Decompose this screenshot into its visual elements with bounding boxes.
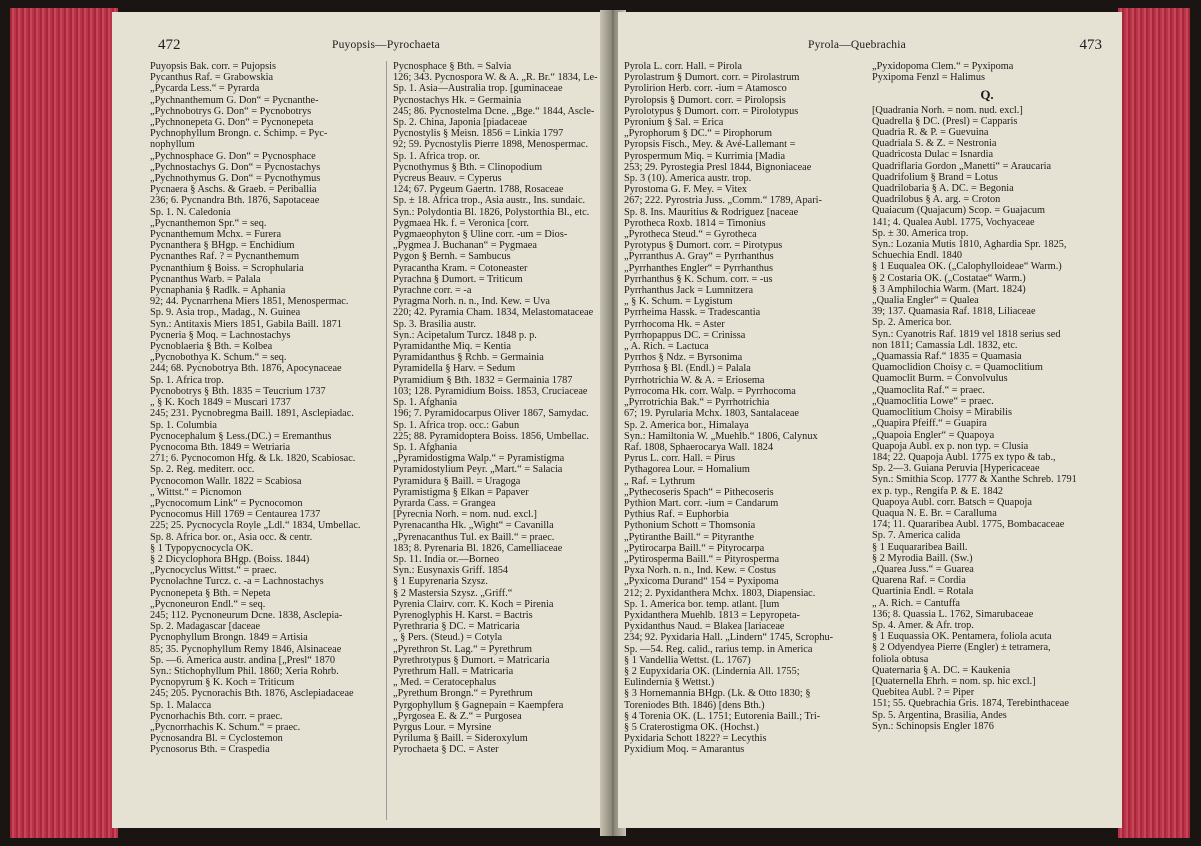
entry-line: Quadria R. & P. = Guevuina [872,127,989,139]
entry-line: „Pycnocyclus Wittst.“ = praec. [150,565,277,577]
entry-line: Pycnostylis § Meisn. 1856 = Linkia 1797 [393,128,564,140]
entry-line: 271; 6. Pycnocomon Hfg. & Lk. 1820, Scabiosac. [150,453,356,465]
entry-line: Pycreus Beauv. = Cyperus [393,173,502,185]
entry-line: Syn.: Lozania Mutis 1810, Aghardia Spr. 1825, [872,239,1067,251]
entry-line: 234; 92. Pyxidaria Hall. „Lindern“ 1745, Scrophu- [624,632,834,644]
entry-line: „Pygmea J. Buchanan“ = Pygmaea [393,240,537,252]
entry-line: „ § Pers. (Steud.) = Cotyla [393,632,503,644]
entry-line: Pyrgophyllum § Gagnepain = Kaempfera [393,699,564,711]
entry-line: Toreniodes Bth. 1846) [dens Bth.) [624,699,765,711]
entry-line: Sp. 1. Columbia [150,419,217,431]
entry-line: Pyramidanthus § Rchb. = Germainia [393,352,544,364]
entry-line: Pycanthus Raf. = Grabowskia [150,72,274,84]
right-column [872,61,1102,820]
entry-line: Quamoclitium Choisy = Mirabilis [872,407,1012,419]
entry-line: Syn.: Stichophyllum Phil. 1860; Xeria Rohrb. [150,665,339,677]
entry-line: „ Wittst.“ = Picnomon [150,486,242,498]
entry-line: „Pyrotheca Steud.“ = Gyrotheca [624,229,757,241]
entry-line: „Pychnostachys G. Don“ = Pycnostachys [150,161,321,173]
entry-line: Sp. 1. Africa trop. [150,374,224,386]
entry-line: Pyramistigma § Elkan = Papaver [393,486,529,498]
entry-line: 151; 55. Quebrachia Gris. 1874, Terebinthaceae [872,698,1069,710]
entry-line: non 1811; Camassia Ldl. 1832, etc. [872,339,1018,351]
entry-line: Pycnanthium § Boiss. = Scrophularia [150,262,304,274]
entry-line: Pyxipoma Fenzl = Halimus [872,72,986,84]
entry-line: „Pyrgosea E. & Z.“ = Purgosea [393,710,522,722]
entry-line: Syn.: Cyanotris Raf. 1819 vel 1818 serius sed [872,328,1061,340]
entry-line: „Quamoclitia Lowe“ = praec. [872,395,994,407]
entry-line: Sp. 4. Amer. & Afr. trop. [872,619,974,631]
running-head: Puyopsis—Pyrochaeta [332,39,440,51]
column-top-entries [872,61,1102,83]
entry-line: Pyramidura § Baill. = Uragoga [393,475,521,487]
entry-line: Pyrachne corr. = -a [393,285,472,297]
entry-line: Quadriala S. & Z. = Nestronia [872,138,997,150]
entry-line: Sp. 5. Argentina, Brasilia, Andes [872,709,1007,721]
entry-line: Pyrolirion Herb. corr. -ium = Atamosco [624,83,787,95]
entry-line: § 1 Euquassia OK. Pentamera, foliola acuta [872,631,1052,643]
entry-line: Pycnanthus Warb. = Palala [150,273,261,285]
entry-line: 92; 44. Pycnarrhena Miers 1851, Menospermac. [150,296,349,308]
entry-line: Pyrgus Lour. = Myrsine [393,721,492,733]
entry-line: „Quamoclita Raf.“ = praec. [872,384,986,396]
entry-line: „Pycnorrhachis K. Schum.“ = praec. [150,721,301,733]
entry-line: Sp. 1. Asia—Australia trop. [guminaceae [393,83,563,95]
entry-line: Pyrotheca Roxb. 1814 = Timonius [624,217,766,229]
entry-line: Pyrethrotypus § Dumort. = Matricaria [393,654,550,666]
entry-line: „Pycnanthemon Spr.“ = seq. [150,217,267,229]
entry-line: nophyllum [150,139,195,151]
entry-line: Pyrospermum Miq. = Kurrimia [Madia [624,150,786,162]
entry-line: § 1 Typopycnocycla OK. [150,542,254,554]
entry-line: „Quapira Pfeiff.“ = Guapira [872,418,987,430]
entry-line: Pyrochaeta § DC. = Aster [393,744,499,756]
entry-line: „Pyrethron St. Lag.“ = Pyrethrum [393,643,533,655]
entry-line: Syn.: Eusynaxis Griff. 1854 [393,565,509,577]
entry-line: 183; 8. Pyrenaria Bl. 1826, Camelliaceae [393,542,563,554]
entry-line: Pyxidanthera Muehlb. 1813 = Lepyropeta- [624,609,800,621]
entry-line: Sp. 1. N. Caledonia [150,206,231,218]
entry-line: § 2 Myrodia Baill. (Sw.) [872,552,973,564]
entry-line: Pyrachna § Dumort. = Triticum [393,273,523,285]
entry-line: 245; 86. Pycnostelma Dcne. „Bge.“ 1844, Ascle- [393,105,595,117]
entry-line: „Pyrrhanthes Engler“ = Pyrrhanthus [624,262,774,274]
entry-line: Quamoclidion Choisy c. = Quamoclitium [872,362,1043,374]
entry-line: 67; 19. Pyrularia Mchx. 1803, Santalaceae [624,408,799,420]
entry-line: Sp. 8. Ins. Mauritius & Rodriguez [naceae [624,206,799,218]
entry-line: § 2 Dicyclophora BHgp. (Boiss. 1844) [150,553,310,565]
entry-line: 136; 8. Quassia L. 1762, Simarubaceae [872,608,1034,620]
entry-line: Sp. ± 18. Africa trop., Asia austr., Ins. sundaic. [393,195,586,207]
entry-line: „Pycnocomum Link“ = Pycnocomon [150,497,303,509]
entry-line: Pyrrhanthus Jack = Lumnitzera [624,285,754,297]
entry-line: „Pytirocarpa Baill.“ = Pityrocarpa [624,542,765,554]
entry-line: „Qualia Engler“ = Qualea [872,295,979,307]
entry-line: Syn.: Polydontia Bl. 1826, Polystorthia Bl., etc. [393,206,590,218]
entry-line: Pythion Mart. corr. -ium = Candarum [624,497,779,509]
entry-line: Quaiacum (Quajacum) Scop. = Guajacum [872,205,1046,217]
entry-line: Pycnobotrys § Bth. 1835 = Teucrium 1737 [150,385,326,397]
right-page-edges [1118,8,1190,838]
entry-line: 174; 11. Quararibea Aubl. 1775, Bombacaceae [872,519,1065,531]
entry-line: 141; 4. Qualea Aubl. 1775, Vochyaceae [872,216,1035,228]
entry-line: Pycnocoma Bth. 1849 = Wetriaria [150,441,291,453]
entry-line: Pycnanthes Raf. ? = Pycnanthemum [150,251,300,263]
entry-line: Sp. 2. America bor., Himalaya [624,419,749,431]
entry-line: „Pyrophorum § DC.“ = Pirophorum [624,128,772,140]
entry-line: Pycnaera § Aschs. & Graeb. = Periballia [150,184,317,196]
entry-line: Pyropsis Fisch., Mey. & Avé-Lallemant = [624,139,796,151]
entry-line: Sp. 1. Afghania [393,441,458,453]
entry-line: Pycnopyrum § K. Koch = Triticum [150,677,295,689]
entry-line: Pyrrhos § Ndz. = Byrsonima [624,352,743,364]
entry-line: Pyrrocoma Hk. corr. Walp. = Pyrrhocoma [624,385,796,397]
entry-line: Syn.: Hamiltonia W. „Muehlb.“ 1806, Calynux [624,430,818,442]
page-number: 473 [1079,37,1102,53]
entry-line: „Pyrranthus A. Gray“ = Pyrrhanthus [624,251,774,263]
entry-line: Pyrolopsis § Dumort. corr. = Pirolopsis [624,94,786,106]
entry-line: Pyxidium Moq. = Amarantus [624,744,745,756]
entry-line: „Quamassia Raf.“ 1835 = Quamasia [872,351,1022,363]
entry-line: Pycnothymus § Bth. = Clinopodium [393,161,543,173]
entry-line: Pyrenoglyphis H. Karst. = Bactris [393,609,533,621]
entry-line: Quadrilobaria § A. DC. = Begonia [872,183,1014,195]
entry-line: 124; 67. Pygeum Gaertn. 1788, Rosaceae [393,184,564,196]
entry-line: Pythagorea Lour. = Homalium [624,464,750,476]
entry-line: Sp. 8. Africa bor. or., Asia occ. & centr. [150,531,313,543]
entry-line: Pycnaphania § Radlk. = Aphania [150,285,286,297]
entry-line: Eulindernia § Wettst.) [624,677,715,689]
entry-line: Pyrola L. corr. Hall. = Pirola [624,61,742,72]
entry-line: foliola obtusa [872,653,929,665]
entry-line: „Pychnothymus G. Don“ = Pycnothymus [150,173,321,185]
entry-line: Quartinia Endl. = Rotala [872,586,974,598]
entry-line: Pycnosandra Bl. = Cyclostemon [150,733,283,745]
entry-line: Pyrrhosa § Bl. (Endl.) = Palala [624,363,751,375]
entry-line: 103; 128. Pyramidium Boiss. 1853, Cruciaceae [393,385,588,397]
entry-line: Pyronium § Sal. = Erica [624,117,724,129]
entry-line: „ Raf. = Lythrum [624,475,696,487]
page-number: 472 [158,37,181,53]
entry-line: Pychnophyllum Brongn. c. Schimp. = Pyc- [150,128,328,140]
entry-line: „Pychnosphace G. Don“ = Pycnosphace [150,150,316,162]
left-column [624,61,854,820]
entry-line: Pyrrhotrichia W. & A. = Eriosema [624,374,765,386]
entry-line: „Pycarda Less.“ = Pyrarda [150,83,260,95]
entry-line: Sp. 2. America bor. [872,317,952,329]
entry-line: „Pytirosperma Baill.“ = Pityrosperma [624,553,780,565]
entry-line: Quadriflaria Gordon „Manetti“ = Araucaria [872,160,1052,172]
entry-line: „ § K. Schum. = Lygistum [624,296,733,308]
entry-line: Sp. 2. Reg. mediterr. occ. [150,464,255,476]
entry-line: „Pyramidostigma Walp.“ = Pyramistigma [393,453,565,465]
entry-line: 196; 7. Pyramidocarpus Oliver 1867, Samydac. [393,408,589,420]
entry-line: § 2 Odyendyea Pierre (Engler) ± tetramera, [872,642,1051,654]
entry-line: Sp. 1. Malacca [150,699,212,711]
entry-line: Sp. 3. Brasilia austr. [393,318,476,330]
entry-line: Pyragma Norh. n. n., Ind. Kew. = Uva [393,296,550,308]
entry-line: Raf. 1808, Sphaerocarya Wall. 1824 [624,441,774,453]
entry-line: Sp. 11. India or.—Borneo [393,553,500,565]
entry-line: Pycnocomus Hill 1769 = Centaurea 1737 [150,509,321,521]
entry-line: Quamoclit Burm. = Convolvulus [872,373,1008,385]
entry-line: Quadrilobus § A. arg. = Croton [872,194,1001,206]
entry-line: § 5 Craterostigma OK. (Hochst.) [624,721,759,733]
entry-line: Pyrethrum Hall. = Matricaria [393,665,514,677]
entry-line: Pyramidostylium Peyr. „Mart.“ = Salacia [393,464,563,476]
entry-line: Pycnophyllum Brongn. 1849 = Artisia [150,632,308,644]
entry-line: Quadrifolium § Brand = Lotus [872,171,998,183]
entry-line: Pyxidanthus Naud. = Blakea [lariaceae [624,621,785,633]
entry-line: § 2 Eupyxidaria OK. (Lindernia All. 1755; [624,665,800,677]
entry-line: Pygmaeophyton § Uline corr. -um = Dios- [393,229,568,241]
entry-line: „Pyxidopoma Clem.“ = Pyxipoma [872,61,1014,72]
entry-line: § 3 Hornemannia BHgp. (Lk. & Otto 1830; § [624,688,811,700]
entry-line: Pycnocomon Wallr. 1822 = Scabiosa [150,475,302,487]
entry-line: Schuechia Endl. 1840 [872,250,963,262]
entry-line: „Pytiranthe Baill.“ = Pityranthe [624,531,754,543]
entry-line: [Pyrecnia Norh. = nom. nud. excl.] [393,509,537,521]
entry-line: Quadricosta Dulac = Isnardia [872,149,994,161]
entry-line: [Quaternella Ehrh. = nom. sp. hic excl.] [872,675,1036,687]
entry-line: 184; 22. Quapoja Aubl. 1775 ex typo & tab., [872,451,1056,463]
entry-line: Pyrrhopappus DC. = Crinissa [624,329,746,341]
entry-line: Pyrotypus § Dumort. corr. = Pirotypus [624,240,783,252]
entry-line: Pyrolastrum § Dumort. corr. = Pirolastrum [624,72,800,84]
entry-line: Pyxa Norh. n. n., Ind. Kew. = Costus [624,565,776,577]
entry-line: 244; 68. Pycnobotrya Bth. 1876, Apocynaceae [150,363,342,375]
entry-line: Quapoya Aubl. corr. Batsch = Quapoja [872,496,1032,508]
entry-line: Pyramidium § Bth. 1832 = Germainia 1787 [393,374,573,386]
entry-line: § 3 Amphilochia Warm. (Mart. 1824) [872,283,1026,295]
entry-line: Syn.: Antitaxis Miers 1851, Gabila Baill. 1871 [150,318,342,330]
entry-line: Pyramidella § Harv. = Sedum [393,363,516,375]
entry-line: 267; 222. Pyrostria Juss. „Comm.“ 1789, Apari- [624,195,822,207]
entry-line: Pycnosphace § Bth. = Salvia [393,61,512,72]
entry-line: Pycnoblaeria § Bth. = Kolbea [150,341,273,353]
entry-line: Pyrenacantha Hk. „Wight“ = Cavanilla [393,520,554,532]
entry-line: § 1 Euquararibea Baill. [872,541,968,553]
entry-line: Pycnosorus Bth. = Craspedia [150,744,270,756]
entry-line: Sp. 2—3. Guiana Peruvia [Hypericaceae [872,463,1040,475]
section-letter: Q. [980,87,994,103]
entry-line: „Pyxicoma Durand“ 154 = Pyxipoma [624,576,779,588]
left-page [112,12,608,828]
entry-line: „Pyrethum Brongn.“ = Pyrethrum [393,688,533,700]
entry-line: Pyrus L. corr. Hall. = Pirus [624,453,736,465]
entry-line: Sp. 2. Madagascar [daceae [150,621,261,633]
entry-line: 236; 6. Pycnandra Bth. 1876, Sapotaceae [150,195,320,207]
entry-line: 253; 29. Pyrostegia Presl 1844, Bignoniaceae [624,161,812,173]
entry-line: Sp. 1. America bor. temp. atlant. [lum [624,598,780,610]
entry-line: „Pyrenacanthus Tul. ex Baill.“ = praec. [393,531,555,543]
entry-line: „Pychnonepeta G. Don“ = Pycnonepeta [150,117,314,129]
entry-line: ex p. typ., Rengifa P. & E. 1842 [872,485,1003,497]
entry-line: 92; 59. Pycnostylis Pierre 1898, Menospermac. [393,139,589,151]
entry-line: Pygon § Bernh. = Sambucus [393,251,511,263]
entry-line: „ Med. = Ceratocephalus [393,677,497,689]
entry-line: 225; 25. Pycnocycla Royle „Ldl.“ 1834, Umbellac. [150,520,361,532]
entry-line: 225; 88. Pyramidoptera Boiss. 1856, Umbellac. [393,430,589,442]
entry-line: 39; 137. Quamasia Raf. 1818, Liliaceae [872,306,1036,318]
entry-line: 245; 112. Pycnoneurum Dcne. 1838, Asclepia- [150,609,343,621]
entry-line: Pyrolotypus § Dumort. corr. = Pirolotypus [624,105,799,117]
entry-line: § 1 Euqualea OK. („Calophylloideae“ Warm.) [872,261,1062,273]
entry-line: Pycnolachne Turcz. c. -a = Lachnostachys [150,576,324,588]
entry-line: Pycnanthera § BHgp. = Enchidium [150,240,295,252]
entry-line: Quadrella § DC. (Presl) = Capparis [872,115,1018,127]
entry-line: 212; 2. Pyxidanthera Mchx. 1803, Diapensiac. [624,587,816,599]
entry-line: „Quarea Juss.“ = Guarea [872,563,974,575]
entry-line: Pycnostachys Hk. = Germainia [393,94,522,106]
entry-line: Pycnorhachis Bth. corr. = praec. [150,710,283,722]
entry-line: Sp. 1. Africa trop. or. [393,150,480,162]
entry-line: Pyracantha Kram. = Cotoneaster [393,262,528,274]
entry-line: Pyramidanthe Miq. = Kentia [393,341,511,353]
entry-line: Sp. 7. America calida [872,530,961,542]
entry-line: Syn.: Smithia Scop. 1777 & Xanthe Schreb. 1791 [872,474,1077,486]
entry-line: Pyrarda Cass. = Grangea [393,497,496,509]
entry-line: „Pyrrotrichia Bak.“ = Pyrrhotrichia [624,397,770,409]
left-page-edges [10,8,118,838]
entry-line: Puyopsis Bak. corr. = Pujopsis [150,61,276,72]
entry-line: Pycnanthemum Mchx. = Furera [150,229,282,241]
entry-line: § 1 Vandellia Wettst. (L. 1767) [624,654,751,666]
entry-line: Pyrrheima Hassk. = Tradescantia [624,307,761,319]
entry-line: § 4 Torenia OK. (L. 1751; Eutorenia Baill.; Tri- [624,710,821,722]
entry-line: „Pythecoseris Spach“ = Pithecoseris [624,486,774,498]
entry-line: Sp. 1. Africa trop. occ.: Gabun [393,419,520,431]
entry-line: Pyriluma § Baill. = Sideroxylum [393,733,528,745]
entry-line: „Pychnobotrys G. Don“ = Pycnobotrys [150,105,312,117]
entry-line: Pyrenia Clairv. corr. K. Koch = Pirenia [393,598,554,610]
left-column [150,61,376,820]
entry-line: Quaqua N. E. Br. = Caralluma [872,507,997,519]
entry-line: § 2 Costaria OK. („Costatae“ Warm.) [872,272,1026,284]
entry-line: Pythius Raf. = Euphorbia [624,509,729,521]
entry-line: Pycneria § Moq. = Lachnostachys [150,329,291,341]
entry-line: Sp. ± 30. America trop. [872,227,969,239]
entry-line: Pyrrhocoma Hk. = Aster [624,318,725,330]
entry-line: 245; 231. Pycnobregma Baill. 1891, Asclepiadac. [150,408,354,420]
entry-line: Pyrostoma G. F. Mey. = Vitex [624,184,748,196]
entry-line: Pycnocephalum § Less.(DC.) = Eremanthus [150,430,332,442]
entry-line: 220; 42. Pyramia Cham. 1834, Melastomataceae [393,307,594,319]
entry-line: 85; 35. Pycnophyllum Remy 1846, Alsinaceae [150,643,342,655]
entry-line: Pyrethraria § DC. = Matricaria [393,621,520,633]
entry-line: Quarena Raf. = Cordia [872,575,966,587]
entry-line: Syn.: Acipetalum Turcz. 1848 p. p. [393,329,537,341]
entry-line: 245; 205. Pycnorachis Bth. 1876, Asclepiadaceae [150,688,354,700]
entry-line: „ A. Rich. = Lactuca [624,341,709,353]
entry-line: § 1 Eupyrenaria Szysz. [393,576,488,588]
entry-line: Pyrrhanthus § K. Schum. corr. = -us [624,273,773,285]
right-column [386,61,608,820]
entry-line: „ A. Rich. = Cantuffa [872,597,960,609]
running-head: Pyrola—Quebrachia [808,39,906,51]
entry-line: Sp. —6. America austr. andina [„Presl“ 1870 [150,654,336,666]
entry-line: Quaternaria § A. DC. = Kaukenia [872,664,1011,676]
entry-line: Pycnonepeta § Bth. = Nepeta [150,587,271,599]
entry-line: [Quadrania Norh. = nom. nud. excl.] [872,104,1023,116]
entry-line: Pythonium Schott = Thomsonia [624,520,756,532]
entry-line: Quebitea Aubl. ? = Piper [872,687,975,699]
entry-line: Sp. 3 (10). America austr. trop. [624,173,752,185]
entry-line: „Quapoia Engler“ = Quapoya [872,429,995,441]
entry-line: 126; 343. Pycnospora W. & A. „R. Br.“ 1834, Le- [393,72,598,84]
entry-line: § 2 Mastersia Szysz. „Griff.“ [393,587,513,599]
entry-line: „Pycnobothya K. Schum.“ = seq. [150,352,287,364]
entry-line: Sp. 2. China, Japonia [piadaceae [393,117,528,129]
entry-line: Sp. —54. Reg. calid., rarius temp. in America [624,643,813,655]
entry-line: Sp. 1. Afghania [393,397,458,409]
entry-line: Quapoja Aubl. ex p. non typ. = Clusia [872,440,1029,452]
entry-line: Syn.: Schinopsis Engler 1876 [872,720,994,732]
entry-line: Pygmaea Hk. f. = Veronica [corr. [393,217,530,229]
entry-line: Pyxidaria Schott 1822? = Lecythis [624,733,767,745]
section-entries [872,105,1102,732]
entry-line: „Pychnanthemum G. Don“ = Pycnanthe- [150,94,319,106]
entry-line: „ § K. Koch 1849 = Muscari 1737 [150,397,291,409]
entry-line: Sp. 9. Asia trop., Madag., N. Guinea [150,307,301,319]
entry-line: „Pycnoneuron Endl.“ = seq. [150,598,266,610]
right-page [618,12,1122,828]
